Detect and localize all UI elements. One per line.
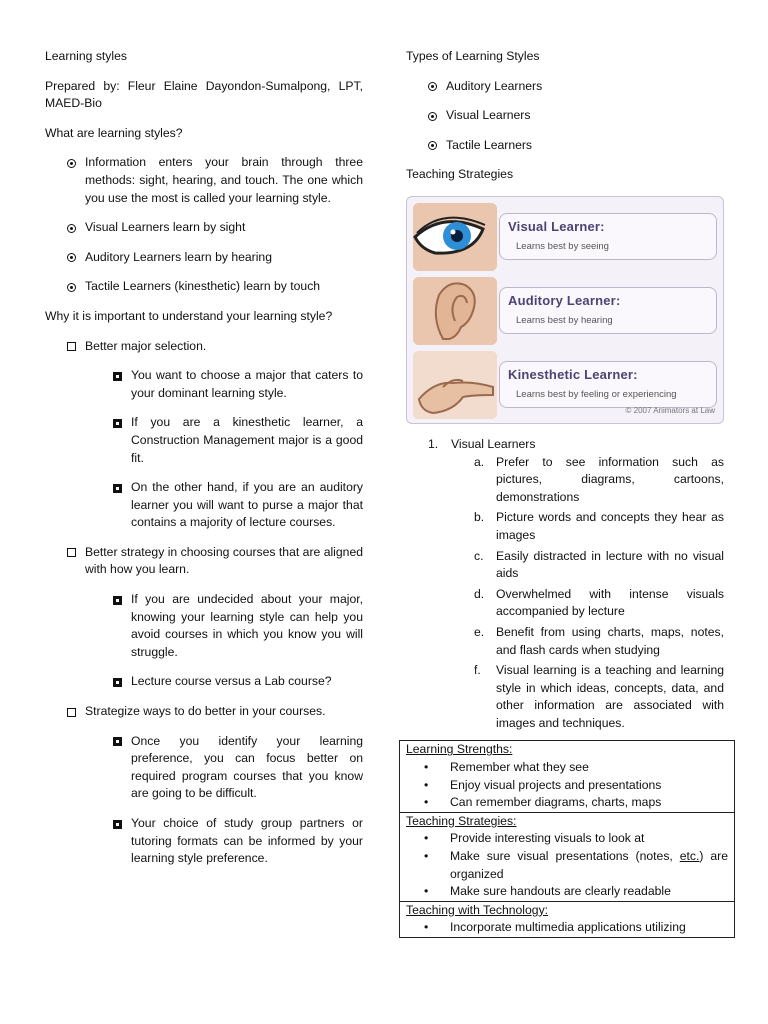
list-item: Visual Learners <box>428 107 724 125</box>
list-item: c. Easily distracted in lecture with no visual aids <box>474 548 724 581</box>
list-item: a. Prefer to see information such as pictures, diagrams, cartoons, demonstrations <box>474 454 724 504</box>
section-label: Better major selection. <box>67 338 363 356</box>
question-what: What are learning styles? <box>45 125 183 140</box>
list-item: Visual Learners learn by sight <box>67 219 363 237</box>
visual-learner-panel: Visual Learner: Learns best by seeing <box>499 213 717 260</box>
section-label: Strategize ways to do better in your courses. <box>67 703 363 721</box>
list-item: f. Visual learning is a teaching and learning style in which ideas, concepts, data, and other information are associated with images and techniques. <box>474 663 724 730</box>
prepared-by: Prepared by: Fleur Elaine Dayondon-Sumalpong, LPT, MAED-Bio <box>45 78 363 111</box>
list-item: Auditory Learners learn by hearing <box>67 249 363 267</box>
radio-bullet-icon <box>67 283 76 292</box>
radio-bullet-icon <box>67 224 76 233</box>
ear-image <box>413 277 497 345</box>
radio-bullet-icon <box>428 112 437 121</box>
list-item: On the other hand, if you are an auditory learner you will want to purse a major that contains a majority of lecture courses. <box>113 479 363 532</box>
list-item: If you are undecided about your major, knowing your learning style can help you avoid courses in which you know you will struggle. <box>113 591 363 661</box>
auditory-learner-panel: Auditory Learner: Learns best by hearing <box>499 287 717 334</box>
square-bullet-icon <box>113 596 122 605</box>
checkbox-bullet-icon <box>67 548 76 557</box>
list-item: Information enters your brain through three methods: sight, hearing, and touch. The one which you use the most is called your learning style. <box>67 154 363 207</box>
table-row: • Remember what they see <box>424 760 589 775</box>
strengths-header: Learning Strengths: <box>406 742 513 757</box>
copyright-text: © 2007 Animators at Law <box>625 406 715 416</box>
list-item: Your choice of study group partners or tutoring formats can be informed by your learning style preference. <box>113 815 363 868</box>
table-row: • Make sure handouts are clearly readable <box>424 884 671 899</box>
section-label: Better strategy in choosing courses that are aligned with how you learn. <box>67 544 363 579</box>
list-item: b. Picture words and concepts they hear as images <box>474 510 724 542</box>
right-column <box>406 40 728 938</box>
list-item: Auditory Learners <box>428 78 724 96</box>
list-item: d. Overwhelmed with intense visuals accompanied by lecture <box>474 586 724 619</box>
table-row: • Provide interesting visuals to look at <box>424 831 645 846</box>
radio-bullet-icon <box>67 159 76 168</box>
strategies-title: Teaching Strategies <box>406 167 514 182</box>
table-row: • Enjoy visual projects and presentations <box>424 777 662 792</box>
table-row: • Can remember diagrams, charts, maps <box>424 795 662 810</box>
list-item: e. Benefit from using charts, maps, notes, and flash cards when studying <box>474 624 724 657</box>
radio-bullet-icon <box>428 141 437 150</box>
list-item: Tactile Learners <box>428 137 724 155</box>
left-column <box>45 40 363 868</box>
table-row: • Make sure visual presentations (notes, etc.) are organized <box>424 849 728 881</box>
visual-learner-table <box>399 740 735 938</box>
question-why: Why it is important to understand your learning style? <box>45 308 333 323</box>
list-item: Lecture course versus a Lab course? <box>113 673 363 691</box>
square-bullet-icon <box>113 678 122 687</box>
radio-bullet-icon <box>428 82 437 91</box>
kinesthetic-learner-panel: Kinesthetic Learner: Learns best by feeling or experiencing <box>499 361 717 408</box>
square-bullet-icon <box>113 484 122 493</box>
list-item: Once you identify your learning preference, you can focus better on required program courses that you know are going to be difficult. <box>113 733 363 803</box>
checkbox-bullet-icon <box>67 342 76 351</box>
table-row: • Incorporate multimedia applications utilizing <box>424 920 686 935</box>
checkbox-bullet-icon <box>67 708 76 717</box>
square-bullet-icon <box>113 820 122 829</box>
list-item: If you are a kinesthetic learner, a Construction Management major is a good fit. <box>113 414 363 467</box>
hand-image <box>413 351 497 419</box>
square-bullet-icon <box>113 737 122 746</box>
technology-header: Teaching with Technology: <box>406 902 549 917</box>
square-bullet-icon <box>113 372 122 381</box>
teaching-header: Teaching Strategies: <box>406 813 517 828</box>
square-bullet-icon <box>113 419 122 428</box>
doc-title: Learning styles <box>45 49 127 63</box>
list-item: Tactile Learners (kinesthetic) learn by touch <box>67 278 363 296</box>
eye-image <box>413 203 497 271</box>
radio-bullet-icon <box>67 253 76 262</box>
list-item: You want to choose a major that caters to your dominant learning style. <box>113 367 363 402</box>
numbered-heading: 1. Visual Learners <box>428 436 536 451</box>
learning-styles-graphic <box>406 196 724 424</box>
types-title: Types of Learning Styles <box>406 49 540 63</box>
